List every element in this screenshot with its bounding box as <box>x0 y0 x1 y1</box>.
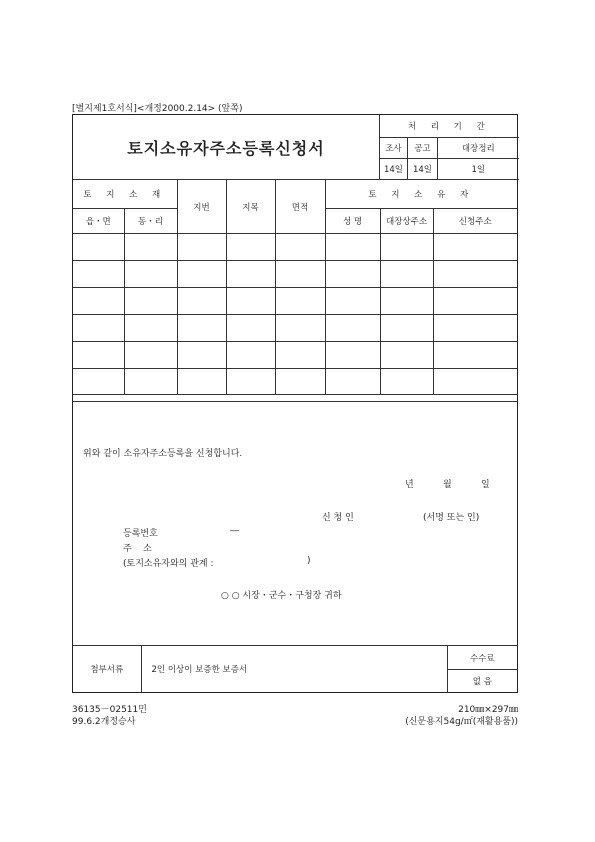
table-cell[interactable] <box>325 288 380 315</box>
owner-name-header: 성 명 <box>325 209 380 234</box>
table-cell[interactable] <box>433 315 517 342</box>
ledger-address-header: 대장상주소 <box>380 209 433 234</box>
table-cell[interactable] <box>73 315 124 342</box>
table-cell[interactable] <box>433 342 517 369</box>
form-code: 36135－02511민 <box>72 705 147 715</box>
address-label-second: 소 <box>143 544 152 554</box>
date-month-label: 월 <box>443 480 452 490</box>
eup-myeon-header: 읍・면 <box>73 209 124 234</box>
area-header: 면적 <box>275 180 325 234</box>
table-cell[interactable] <box>275 288 325 315</box>
application-statement-section <box>73 401 517 647</box>
date-day-label: 일 <box>481 480 490 490</box>
table-cell[interactable] <box>73 234 124 261</box>
land-category-header: 지목 <box>226 180 275 234</box>
processing-col-ledger: 대장정리 <box>438 137 519 158</box>
address-label-first: 주 <box>123 544 132 554</box>
table-cell[interactable] <box>325 342 380 369</box>
table-cell[interactable] <box>73 288 124 315</box>
table-row <box>73 234 517 261</box>
table-cell[interactable] <box>325 261 380 288</box>
table-cell[interactable] <box>380 369 433 395</box>
processing-col-survey: 조사 <box>380 137 408 158</box>
recipient-line: ○ ○ 시장・군수・구청장 귀하 <box>221 591 342 601</box>
table-cell[interactable] <box>177 288 226 315</box>
table-cell[interactable] <box>124 369 177 395</box>
table-cell[interactable] <box>325 315 380 342</box>
fee-value: 없 음 <box>447 670 517 693</box>
table-cell[interactable] <box>124 234 177 261</box>
land-location-header: 토 지 소 재 <box>73 180 177 209</box>
registration-number-label: 등록번호 <box>123 529 158 539</box>
date-year-label: 년 <box>405 480 414 490</box>
processing-period-table <box>379 115 519 180</box>
table-cell[interactable] <box>124 288 177 315</box>
table-cell[interactable] <box>433 288 517 315</box>
processing-col-notice: 공고 <box>408 137 438 158</box>
processing-period-title: 처 리 기 간 <box>380 115 519 137</box>
fee-label: 수수료 <box>447 646 517 670</box>
lot-number-header: 지번 <box>177 180 226 234</box>
table-cell[interactable] <box>325 234 380 261</box>
form-revision: 99.6.2개정승사 <box>72 717 136 727</box>
table-cell[interactable] <box>275 234 325 261</box>
table-row <box>73 315 517 342</box>
table-cell[interactable] <box>124 261 177 288</box>
processing-value-ledger: 1일 <box>438 158 519 179</box>
table-cell[interactable] <box>226 315 275 342</box>
table-cell[interactable] <box>226 288 275 315</box>
land-owner-header: 토 지 소 유 자 <box>325 180 517 209</box>
table-row <box>73 288 517 315</box>
table-cell[interactable] <box>275 369 325 395</box>
table-cell[interactable] <box>124 315 177 342</box>
table-cell[interactable] <box>380 315 433 342</box>
processing-value-survey: 14일 <box>380 158 408 179</box>
registration-number-dash: ― <box>230 526 239 536</box>
table-cell[interactable] <box>73 342 124 369</box>
table-cell[interactable] <box>380 342 433 369</box>
table-cell[interactable] <box>177 234 226 261</box>
form-title: 토지소유자주소등록신청서 <box>127 138 325 158</box>
relationship-close: ) <box>307 556 311 566</box>
table-cell[interactable] <box>73 261 124 288</box>
table-cell[interactable] <box>380 288 433 315</box>
land-table <box>73 179 517 395</box>
table-cell[interactable] <box>226 261 275 288</box>
table-cell[interactable] <box>73 369 124 395</box>
table-cell[interactable] <box>380 234 433 261</box>
application-statement: 위와 같이 소유자주소등록을 신청합니다. <box>83 449 243 459</box>
table-cell[interactable] <box>275 315 325 342</box>
requested-address-header: 신청주소 <box>433 209 517 234</box>
table-cell[interactable] <box>433 234 517 261</box>
attachments-content: 2인 이상이 보증한 보증서 <box>141 646 447 693</box>
signature-label: (서명 또는 인) <box>423 513 480 523</box>
table-cell[interactable] <box>177 369 226 395</box>
paper-type: (신문용지54g/㎡(재활용품)) <box>405 717 518 727</box>
table-cell[interactable] <box>226 369 275 395</box>
paper-size: 210㎜×297㎜ <box>458 705 518 715</box>
table-row <box>73 261 517 288</box>
table-cell[interactable] <box>177 261 226 288</box>
applicant-label: 신 청 인 <box>322 513 354 523</box>
processing-value-notice: 14일 <box>408 158 438 179</box>
table-row <box>73 369 517 395</box>
relationship-label: (토지소유자와의 관계 : <box>123 559 214 569</box>
attachments-label: 첨부서류 <box>73 646 141 693</box>
table-cell[interactable] <box>275 261 325 288</box>
table-cell[interactable] <box>433 369 517 395</box>
table-cell[interactable] <box>325 369 380 395</box>
table-cell[interactable] <box>433 261 517 288</box>
table-cell[interactable] <box>275 342 325 369</box>
table-cell[interactable] <box>177 342 226 369</box>
table-cell[interactable] <box>380 261 433 288</box>
dong-ri-header: 동・리 <box>124 209 177 234</box>
table-row <box>73 342 517 369</box>
attachments-table <box>73 645 517 693</box>
table-cell[interactable] <box>226 234 275 261</box>
table-cell[interactable] <box>226 342 275 369</box>
table-cell[interactable] <box>177 315 226 342</box>
application-form <box>72 114 518 693</box>
form-header-note: [별지제1호서식]<개정2000.2.14> (앞쪽) <box>72 104 243 114</box>
table-cell[interactable] <box>124 342 177 369</box>
